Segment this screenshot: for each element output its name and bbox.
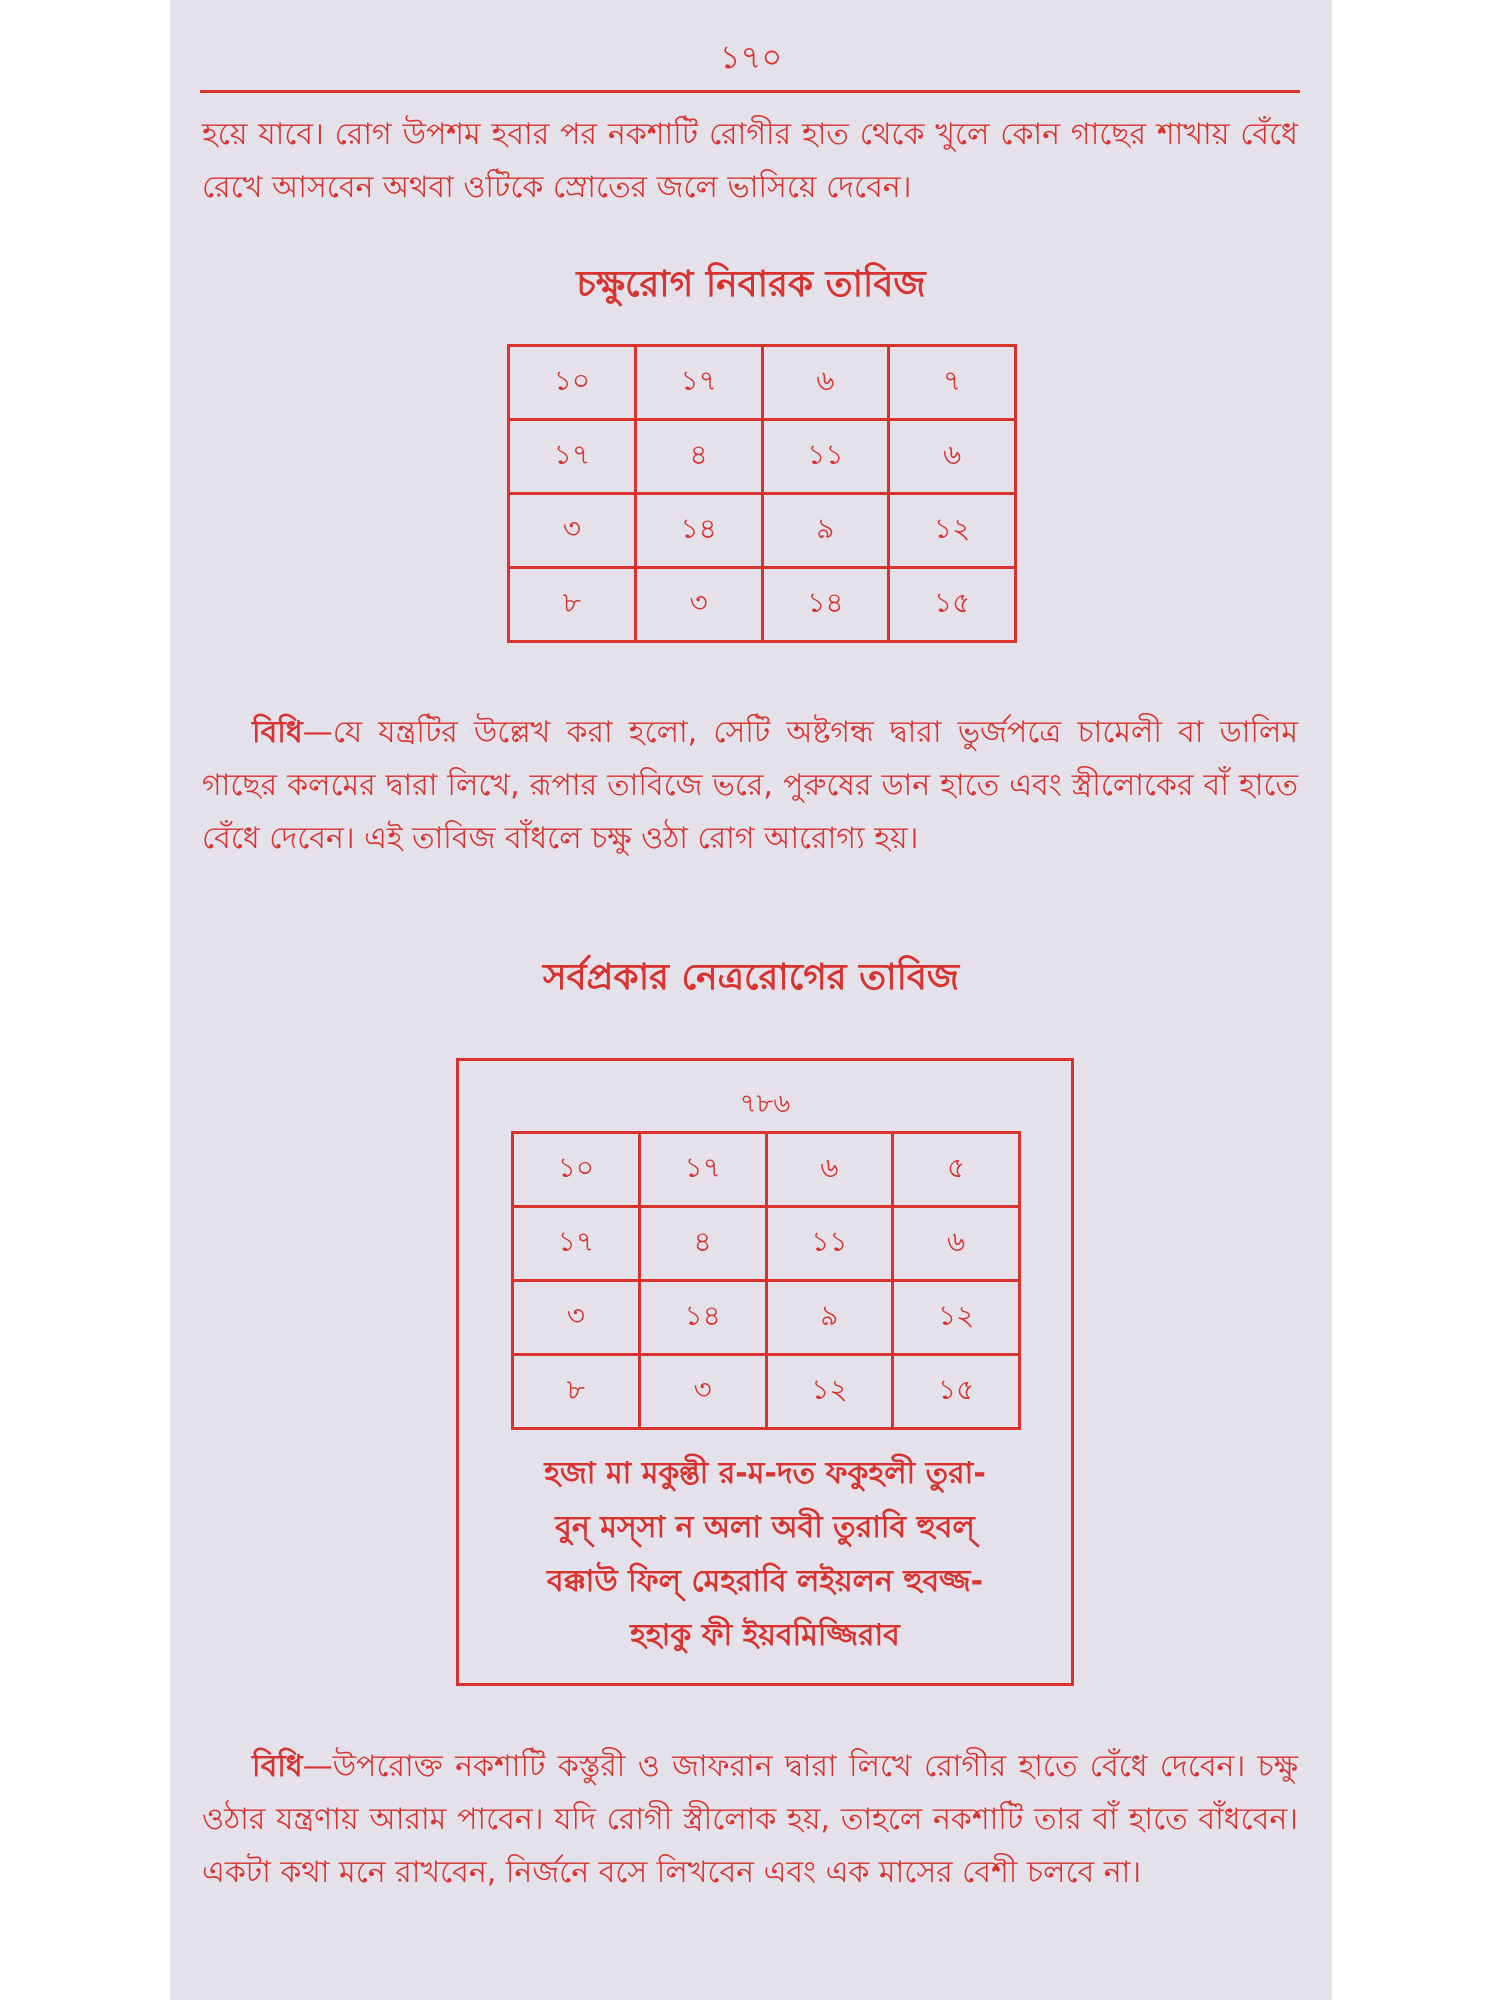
grid-cell: ১১ xyxy=(762,420,889,494)
grid-cell: ১২ xyxy=(889,494,1016,568)
grid-cell: ৮ xyxy=(509,568,636,642)
incantation-line: বক্কাউ ফিল্ মেহরাবি লইয়লন হুবজ্জ- xyxy=(546,1564,984,1599)
grid-cell: ৪ xyxy=(639,1207,766,1281)
grid-cell: ১০ xyxy=(509,346,636,420)
incantation-line: হহাকু ফী ইয়বমিজ্জিরাব xyxy=(630,1618,900,1653)
instruction-lead: বিধি xyxy=(252,715,303,750)
incantation-line: বুন্ মস্সা ন অলা অবী তুরাবি হুবল্ xyxy=(555,1510,975,1545)
amulet-frame xyxy=(456,1058,1074,1686)
grid-cell: ১৭ xyxy=(509,420,636,494)
grid-cell: ৮ xyxy=(513,1355,640,1429)
magic-square-1 xyxy=(507,344,1017,643)
grid-cell: ৩ xyxy=(509,494,636,568)
frame-number: ৭৮৬ xyxy=(739,1089,791,1119)
table-row xyxy=(509,420,1016,494)
instruction-text: —উপরোক্ত নকশাটি কস্তুরী ও জাফরান দ্বারা লিখে রোগীর হাতে বেঁধে দেবেন। চক্ষু ওঠার যন্ত্রণায় আরাম পাবেন। যদি রোগী স্ত্রীলোক হয়, তাহলে নকশাটি তার বাঁ হাতে বাঁধবেন। একটা কথা মনে রাখবেন, নির্জনে বসে লিখবেন এবং এক মাসের বেশী চলবে না। xyxy=(202,1749,1298,1890)
incantation-line: হজা মা মকুল্তী র-ম-দত ফকুহলী তুরা- xyxy=(544,1456,986,1491)
grid-cell: ১৪ xyxy=(639,1281,766,1355)
grid-cell: ১০ xyxy=(513,1133,640,1207)
grid-cell: ৬ xyxy=(766,1133,893,1207)
grid-cell: ১৪ xyxy=(635,494,762,568)
heading-all-eye-disease-amulet: সর্বপ্রকার নেত্ররোগের তাবিজ xyxy=(542,957,960,998)
grid-cell: ৫ xyxy=(893,1133,1020,1207)
paragraph-instructions-1 xyxy=(202,706,1298,865)
table-row xyxy=(509,494,1016,568)
header-rule xyxy=(200,90,1300,93)
page-number: ১৭০ xyxy=(719,38,783,76)
grid-cell: ১২ xyxy=(766,1355,893,1429)
grid-cell: ৩ xyxy=(639,1355,766,1429)
grid-cell: ৬ xyxy=(889,420,1016,494)
grid-cell: ১৭ xyxy=(635,346,762,420)
grid-cell: ১৪ xyxy=(762,568,889,642)
grid-cell: ১৫ xyxy=(889,568,1016,642)
table-row xyxy=(513,1355,1020,1429)
incantation-text xyxy=(459,1447,1071,1663)
table-row xyxy=(513,1207,1020,1281)
book-page xyxy=(170,0,1332,2000)
grid-cell: ৩ xyxy=(635,568,762,642)
table-row xyxy=(509,568,1016,642)
paragraph-continuation: হয়ে যাবে। রোগ উপশম হবার পর নকশাটি রোগীর হাত থেকে খুলে কোন গাছের শাখায় বেঁধে রেখে আসবেন অথবা ওটিকে স্রোতের জলে ভাসিয়ে দেবেন। xyxy=(202,117,1298,205)
heading-eye-disease-amulet: চক্ষুরোগ নিবারক তাবিজ xyxy=(576,264,926,305)
grid-cell: ৭ xyxy=(889,346,1016,420)
grid-cell: ৯ xyxy=(762,494,889,568)
table-row xyxy=(513,1281,1020,1355)
grid-cell: ১৭ xyxy=(513,1207,640,1281)
grid-cell: ৩ xyxy=(513,1281,640,1355)
grid-cell: ১৫ xyxy=(893,1355,1020,1429)
table-row xyxy=(513,1133,1020,1207)
table-row xyxy=(509,346,1016,420)
instruction-lead: বিধি xyxy=(252,1749,303,1784)
grid-cell: ৪ xyxy=(635,420,762,494)
grid-cell: ১২ xyxy=(893,1281,1020,1355)
grid-cell: ১৭ xyxy=(639,1133,766,1207)
grid-cell: ৬ xyxy=(762,346,889,420)
grid-cell: ১১ xyxy=(766,1207,893,1281)
grid-cell: ৯ xyxy=(766,1281,893,1355)
paragraph-instructions-2 xyxy=(202,1740,1298,1899)
magic-square-2 xyxy=(511,1131,1021,1430)
instruction-text: —যে যন্ত্রটির উল্লেখ করা হলো, সেটি অষ্টগন্ধ দ্বারা ভুর্জপত্রে চামেলী বা ডালিম গাছের কলমের দ্বারা লিখে, রূপার তাবিজে ভরে, পুরুষের ডান হাতে এবং স্ত্রীলোকের বাঁ হাতে বেঁধে দেবেন। এই তাবিজ বাঁধলে চক্ষু ওঠা রোগ আরোগ্য হয়। xyxy=(202,715,1298,856)
grid-cell: ৬ xyxy=(893,1207,1020,1281)
